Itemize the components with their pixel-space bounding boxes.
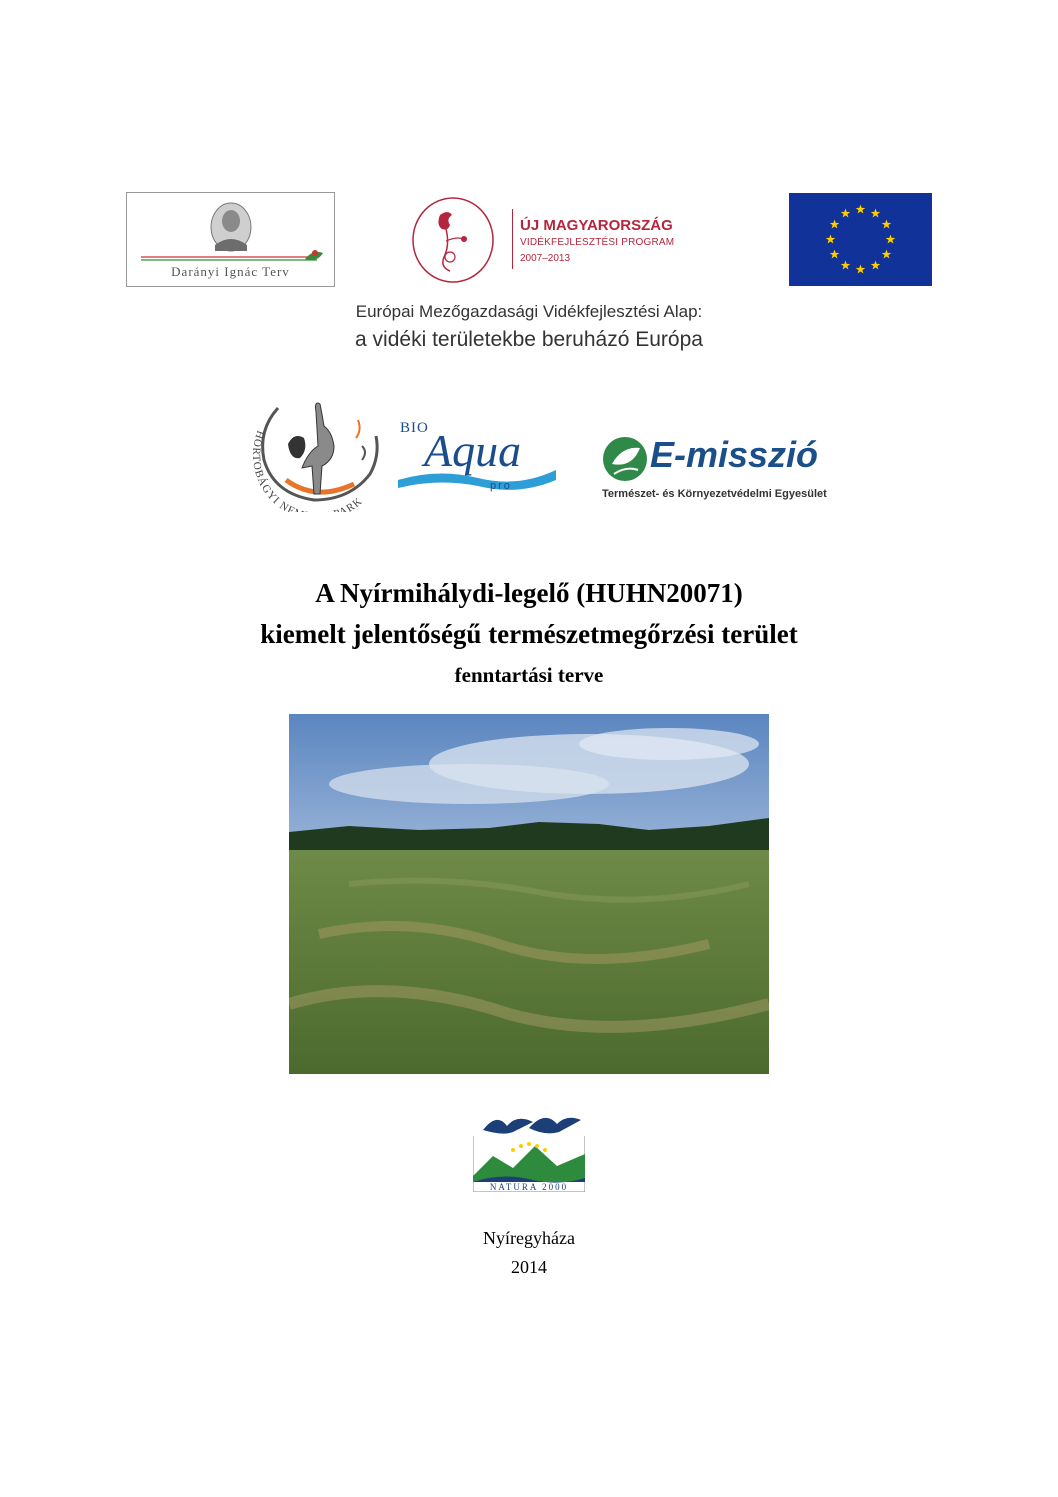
globe-leaf-icon: [600, 434, 650, 484]
eu-star-icon: [856, 205, 866, 214]
eafrd-line-1: Európai Mezőgazdasági Vidékfejlesztési Alap:: [355, 302, 703, 321]
uj-logo-subtitle: VIDÉKFEJLESZTÉSI PROGRAM: [520, 237, 675, 248]
uj-magyarorszag-logo: [406, 195, 706, 285]
aqua-word: Aqua: [424, 425, 522, 476]
eu-star-icon: [886, 235, 896, 244]
natura-2000-logo: [473, 1106, 585, 1192]
e-misszio-name: E-misszió: [650, 434, 819, 475]
meadow-landscape-icon: [289, 714, 769, 1074]
eu-flag: [789, 193, 932, 286]
city: Nyíregyháza: [483, 1228, 575, 1248]
pro-suffix: pro: [490, 480, 512, 492]
eu-star-icon: [882, 220, 892, 229]
hortobagyi-nemzeti-park-logo: [238, 390, 396, 512]
eu-star-icon: [856, 265, 866, 274]
title-line-3: fenntartási terve: [454, 663, 604, 687]
daranyi-ignac-logo: [126, 192, 335, 287]
eu-star-icon: [841, 209, 851, 218]
e-misszio-logo: [598, 432, 873, 507]
eu-star-icon: [882, 250, 892, 259]
natura-logo-text: NATURA 2000: [489, 1182, 569, 1192]
daranyi-logo-text: Darányi Ignác Terv: [171, 264, 290, 279]
eu-star-icon: [871, 260, 881, 269]
eu-star-icon: [826, 235, 836, 244]
meadow-photo: [289, 714, 769, 1074]
e-misszio-subtitle: Természet- és Környezetvédelmi Egyesület: [602, 488, 827, 500]
rose-icon: [406, 195, 506, 285]
year: 2014: [511, 1257, 547, 1277]
bioaqua-pro-logo: [398, 418, 556, 503]
title-line-2: kiemelt jelentőségű természetmegőrzési terület: [260, 619, 798, 649]
eafrd-line-2: a vidéki területekbe beruházó Európa: [355, 328, 703, 351]
natura-birds-icon: [473, 1106, 585, 1192]
uj-logo-separator: [512, 209, 513, 269]
eu-star-icon: [841, 260, 851, 269]
eu-star-icon: [871, 209, 881, 218]
uj-logo-years: 2007–2013: [520, 253, 571, 264]
eu-star-icon: [830, 220, 840, 229]
uj-logo-title: ÚJ MAGYARORSZÁG: [520, 217, 673, 234]
hnp-logo-text: HORTOBÁGYI NE ARK: [249, 428, 366, 512]
eu-star-icon: [830, 250, 840, 259]
bio-prefix: BIO: [400, 420, 429, 436]
eu-stars-icon: [789, 193, 932, 286]
crane-icon: [238, 390, 396, 512]
title-line-1: A Nyírmihálydi-legelő (HUHN20071): [315, 578, 743, 608]
